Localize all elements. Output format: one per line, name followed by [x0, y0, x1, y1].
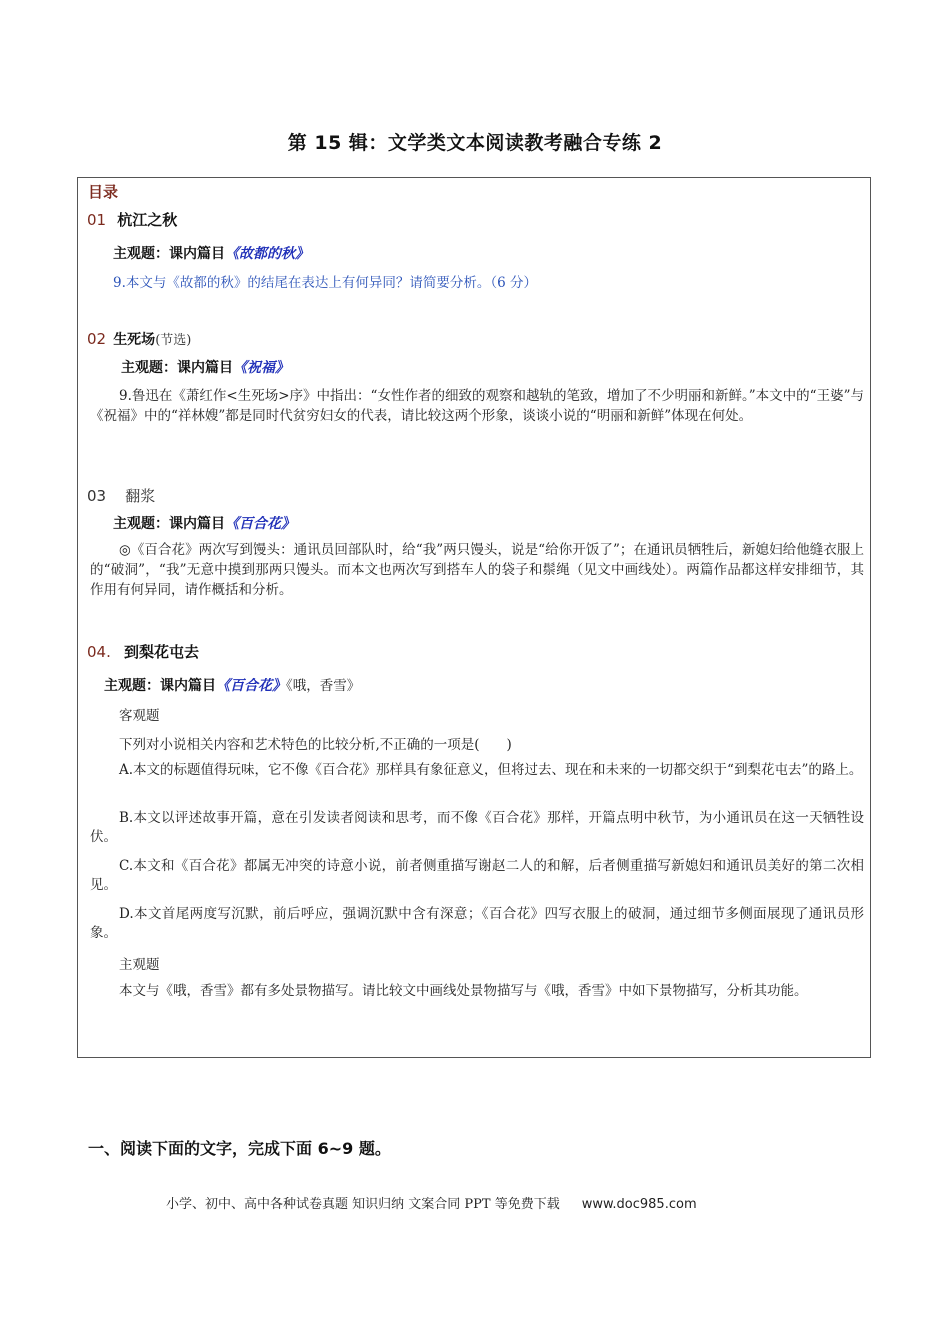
subjective-label-2: 主观题	[119, 957, 160, 973]
page-footer	[166, 1193, 697, 1212]
section-03-subjective-line	[113, 513, 295, 533]
textbook-title-2: 《哦，香雪》	[286, 678, 361, 694]
section-note: (节选)	[155, 333, 192, 348]
footer-url-link[interactable]: www.doc985.com	[581, 1197, 697, 1212]
section-title: 杭江之秋	[117, 211, 178, 229]
footer-text: 小学、初中、高中各种试卷真题 知识归纳 文案合同 PPT 等免费下载	[166, 1197, 560, 1212]
section-number: 04.	[87, 643, 111, 661]
section-04-heading[interactable]	[87, 641, 199, 662]
option-a: A.本文的标题值得玩味，它不像《百合花》那样具有象征意义，但将过去、现在和未来的一切都交织于“到梨花屯去”的路上。	[119, 762, 863, 778]
textbook-title-link[interactable]: 《百合花》	[225, 516, 295, 532]
subjective-label: 主观题：课内篇目	[113, 516, 225, 532]
option-b: B.本文以评述故事开篇，意在引发读者阅读和思考，而不像《百合花》那样，开篇点明中秋节，为小通讯员在这一天牺牲设伏。	[90, 810, 864, 845]
option-d: D.本文首尾两度写沉默，前后呼应，强调沉默中含有深意；《百合花》四写衣服上的破洞，通过细节多侧面展现了通讯员形象。	[90, 906, 864, 941]
page-title: 第 15 辑：文学类文本阅读教考融合专练 2	[287, 132, 663, 154]
subjective-label: 主观题：课内篇目	[121, 360, 233, 376]
textbook-title-link[interactable]: 《故都的秋》	[225, 246, 309, 262]
section-03-heading[interactable]	[87, 485, 155, 506]
section-02-heading[interactable]	[87, 329, 191, 349]
section-02-subjective-line	[121, 357, 289, 377]
objective-question: 下列对小说相关内容和艺术特色的比较分析,不正确的一项是( )	[119, 737, 512, 753]
section-title: 到梨花屯去	[123, 643, 199, 661]
section-title: 生死场	[113, 332, 156, 348]
toc-label: 目录	[88, 183, 119, 201]
section-01-heading[interactable]	[87, 209, 177, 230]
table-of-contents-box	[77, 177, 871, 1058]
section-number: 01	[87, 211, 107, 229]
subjective-label: 主观题：课内篇目	[113, 246, 225, 262]
subjective-question: 本文与《哦，香雪》都有多处景物描写。请比较文中画线处景物描写与《哦，香雪》中如下景物描写，分析其功能。	[119, 983, 808, 999]
textbook-title-link[interactable]: 《祝福》	[233, 360, 289, 376]
section-04-subjective-line	[104, 674, 360, 695]
option-c: C.本文和《百合花》都属无冲突的诗意小说，前者侧重描写谢赵二人的和解，后者侧重描写新媳妇和通讯员美好的第二次相见。	[90, 858, 864, 893]
textbook-title-link[interactable]: 《百合花》	[216, 678, 286, 694]
section-title: 翻浆	[125, 487, 156, 505]
section-03-question: ◎《百合花》两次写到馒头：通讯员回部队时，给“我”两只馒头，说是“给你开饭了”；在通讯员牺牲后，新媳妇给他缝衣服上的“破洞”，“我”无意中摸到那两只馒头。而本文也两次写到搭车人的袋子和鬃绳（见文中画线处）。两篇作品都这样安排细节，其作用有何异同，请作概括和分析。	[90, 542, 864, 598]
reading-instruction-heading: 一、阅读下面的文字，完成下面 6~9 题。	[88, 1139, 391, 1158]
objective-label: 客观题	[119, 708, 160, 724]
section-number: 03	[87, 487, 107, 505]
section-01-question: 9.本文与《故都的秋》的结尾在表达上有何异同？请简要分析。（6 分）	[113, 275, 538, 291]
section-02-question: 9.鲁迅在《萧红作<生死场>序》中指出：“女性作者的细致的观察和越轨的笔致，增加了不少明丽和新鲜。”本文中的“王婆”与《祝福》中的“祥林嫂”都是同时代贫穷妇女的代表，请比较这两个形象，谈谈小说的“明丽和新鲜”体现在何处。	[90, 388, 864, 424]
section-01-subjective-line	[113, 243, 309, 263]
section-number: 02	[87, 330, 107, 348]
subjective-label: 主观题：课内篇目	[104, 678, 216, 694]
